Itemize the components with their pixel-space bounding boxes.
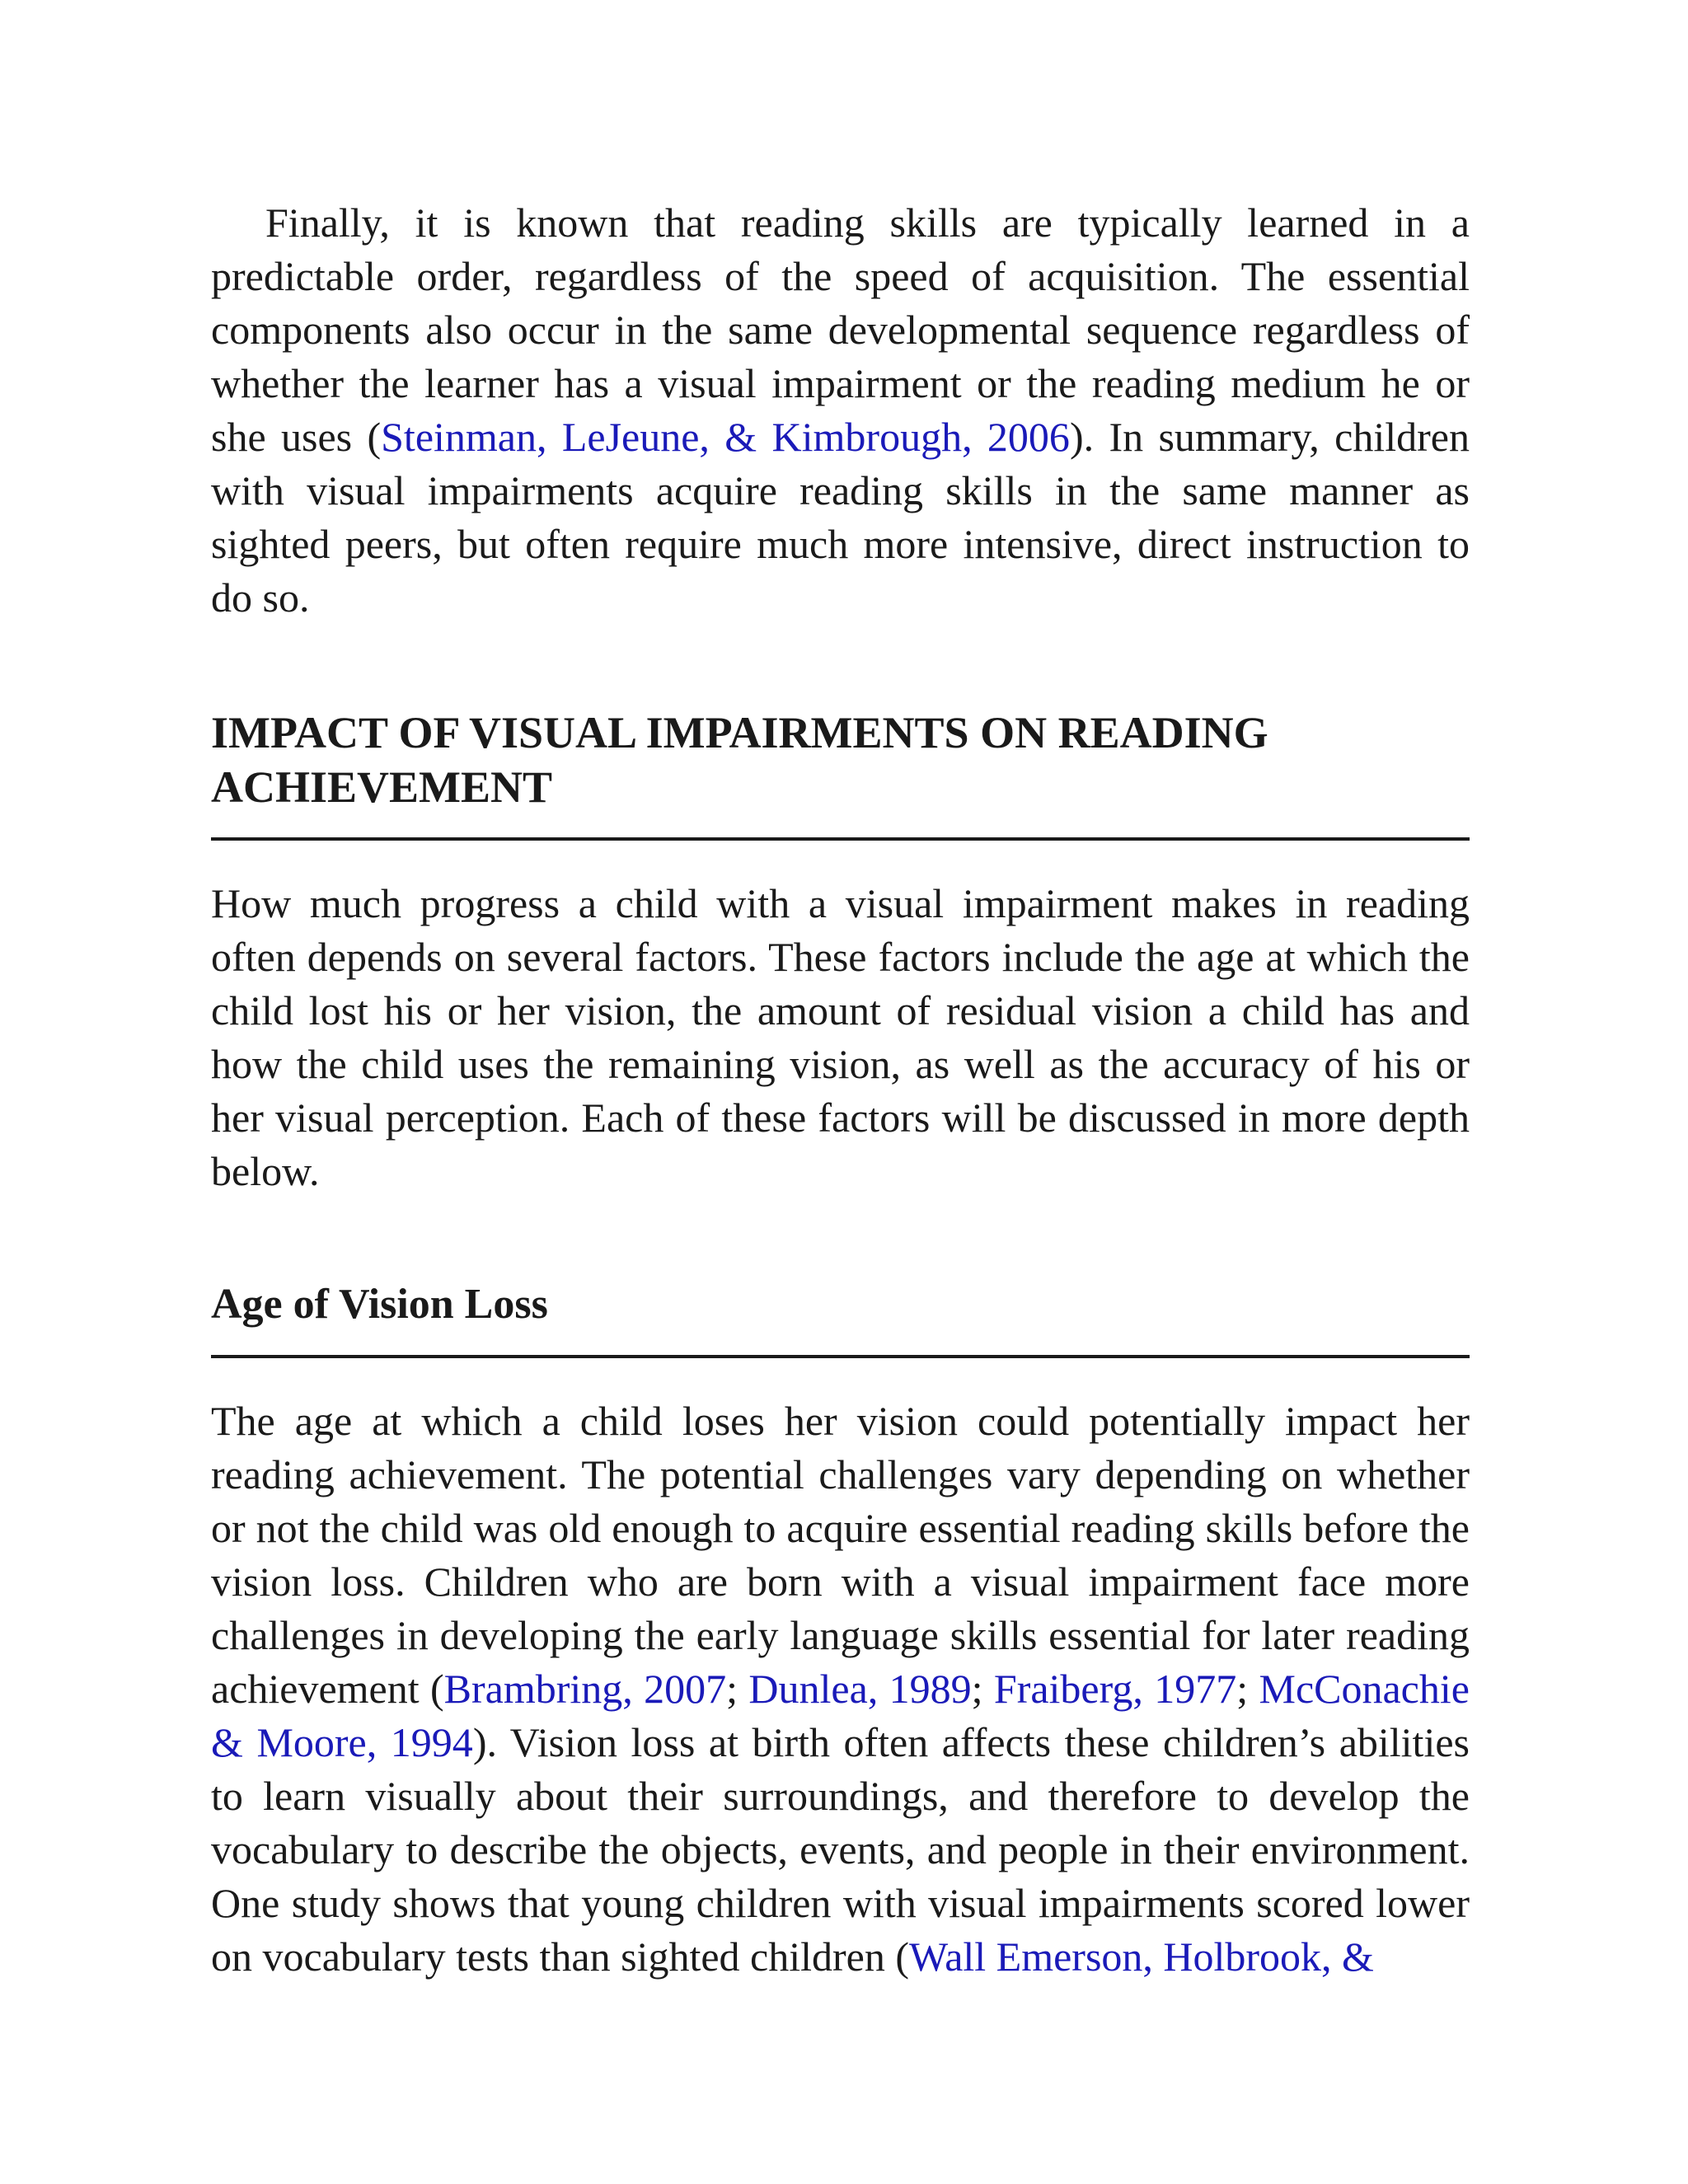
- citation-separator: ;: [726, 1666, 749, 1712]
- citation-link-brambring[interactable]: Brambring, 2007: [443, 1666, 727, 1712]
- subsection-paragraph: [211, 1394, 1470, 1984]
- section-heading: IMPACT OF VISUAL IMPAIRMENTS ON READING ACHIEVEMENT: [211, 708, 1268, 812]
- citation-link-mcconachie[interactable]: McConachie & Moore, 1994: [211, 1666, 1470, 1765]
- citation-separator: ;: [1236, 1666, 1259, 1712]
- intro-text-part1: Finally, it is known that reading skills are typically learned in a predictable order, regardless of the speed of acquisition. The essential components also occur in the same developmental sequence regardless of whether the learner has a visual impairment or the reading medium he or she uses (: [211, 199, 1470, 460]
- subsection-text-part2: ). Vision loss at birth often affects these children’s abilities to learn visually about their surroundings, and therefore to develop the vocabulary to describe the objects, events, and people in their environment. One study shows that young children with visual impairments scored lower on vocabulary tests than sighted children (: [211, 1719, 1470, 1980]
- citation-link-steinman[interactable]: Steinman, LeJeune, & Kimbrough, 2006: [381, 414, 1070, 460]
- subsection-heading: Age of Vision Loss: [211, 1281, 548, 1328]
- document-page: [211, 196, 1470, 1984]
- section-paragraph: How much progress a child with a visual impairment makes in reading often depends on several factors. These factors include the age at which the child lost his or her vision, the amount of residual vision a child has and how the child uses the remaining vision, as well as the accuracy of his or her visual perception. Each of these factors will be discussed in more depth below.: [211, 880, 1470, 1194]
- citation-link-wall-emerson[interactable]: Wall Emerson, Holbrook, &: [909, 1933, 1374, 1980]
- intro-paragraph: [211, 196, 1470, 625]
- intro-text-part2: ). In summary, children with visual impairments acquire reading skills in the same manner as sighted peers, but often require much more intensive, direct instruction to do so.: [211, 414, 1470, 621]
- citation-link-fraiberg[interactable]: Fraiberg, 1977: [993, 1666, 1237, 1712]
- subsection-text-part1: The age at which a child loses her vision could potentially impact her reading achievement. The potential challenges vary depending on whether or not the child was old enough to acquire essential reading skills before the vision loss. Children who are born with a visual impairment face more challenges in developing the early language skills essential for later reading achievement (: [211, 1398, 1470, 1712]
- citation-link-dunlea[interactable]: Dunlea, 1989: [748, 1666, 972, 1712]
- citation-separator: ;: [971, 1666, 994, 1712]
